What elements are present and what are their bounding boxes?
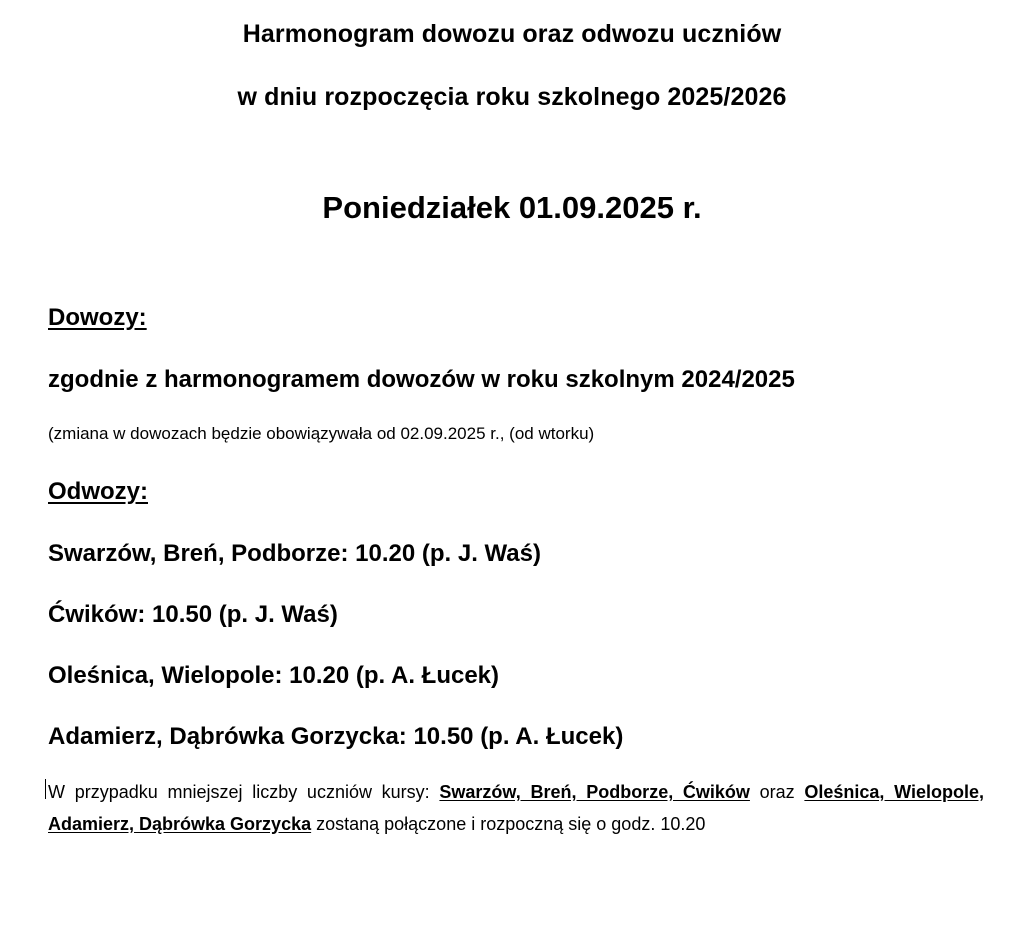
footer-note-part-1: W przypadku mniejszej liczby uczniów kursy: [48,782,440,802]
footer-note-part-2: oraz [749,782,805,802]
date-heading: Poniedziałek 01.09.2025 r. [322,190,702,225]
text-cursor [45,779,46,799]
odwozy-route-line: Swarzów, Breń, Podborze: 10.20 (p. J. Waś) [48,540,541,567]
footer-note [48,777,984,840]
footer-note-part-3: zostaną połączone i rozpoczną się o godz. 10.20 [311,813,706,834]
section-heading-dowozy: Dowozy: [48,304,147,331]
footer-note-bold-1: Swarzów, Breń, Podborze, Ćwików [439,782,750,802]
dowozy-main-text: zgodnie z harmonogramem dowozów w roku szkolnym 2024/2025 [48,366,795,393]
footer-note-bold-2: Oleśnica, Wielopole, Adamierz, Dąbrówka Gorzycka [48,782,984,834]
page-title-line-2: w dniu rozpoczęcia roku szkolnego 2025/2026 [237,83,787,111]
section-dowozy [48,304,984,444]
odwozy-route-line: Adamierz, Dąbrówka Gorzycka: 10.50 (p. A. Łucek) [48,723,624,750]
section-heading-odwozy: Odwozy: [48,478,148,505]
odwozy-route-line: Oleśnica, Wielopole: 10.20 (p. A. Łucek) [48,662,500,689]
page-title-line-1: Harmonogram dowozu oraz odwozu uczniów [242,20,782,48]
document-title-block [0,0,1024,110]
dowozy-note-text: (zmiana w dowozach będzie obowiązywała od 02.09.2025 r., (od wtorku) [48,424,595,443]
odwozy-route-line: Ćwików: 10.50 (p. J. Waś) [48,601,338,628]
section-odwozy [48,478,984,751]
document-body [0,304,1024,840]
